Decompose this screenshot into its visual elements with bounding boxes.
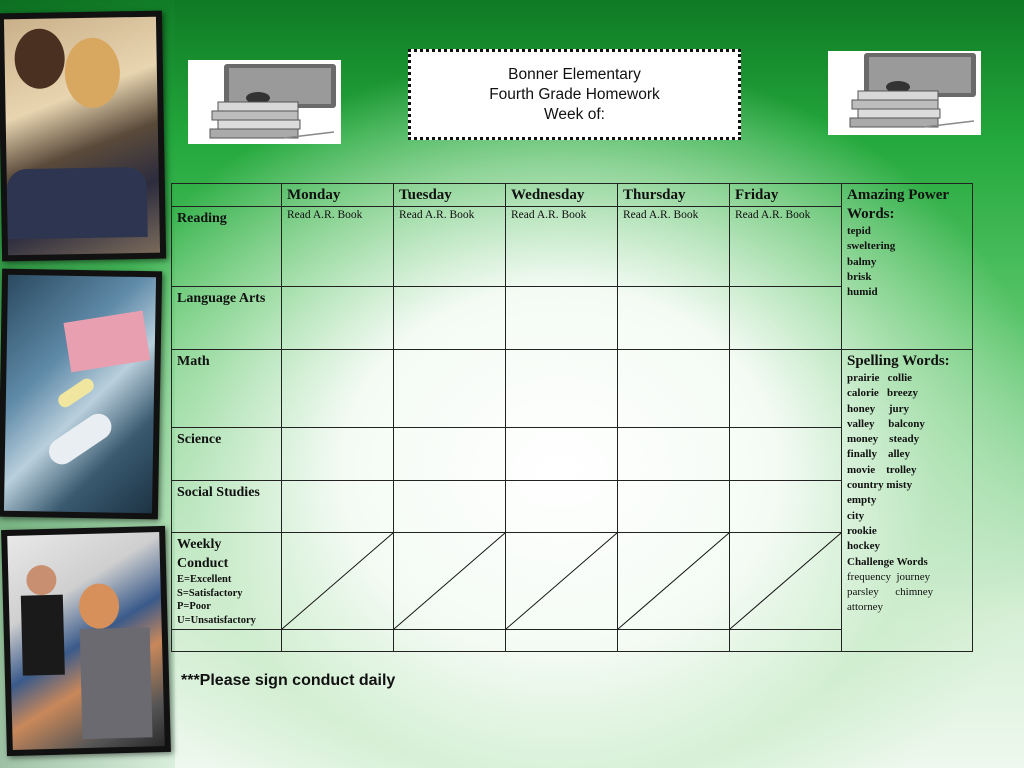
language-arts-cell bbox=[282, 287, 394, 350]
conduct-cell bbox=[506, 533, 618, 630]
science-cell bbox=[618, 428, 730, 481]
spelling-title: Spelling Words: bbox=[847, 353, 950, 369]
math-cell bbox=[618, 350, 730, 428]
row-label-science: Science bbox=[172, 428, 282, 481]
page-title: Fourth Grade Homework bbox=[489, 85, 660, 103]
social-studies-cell bbox=[730, 481, 842, 533]
power-words-title: Amazing Power Words: bbox=[847, 187, 949, 222]
day-header-friday: Friday bbox=[730, 184, 842, 207]
science-cell bbox=[394, 428, 506, 481]
spelling-word-pair: honey jury bbox=[847, 402, 910, 415]
conduct-cell bbox=[618, 533, 730, 630]
conduct-legend-item: P=Poor bbox=[177, 601, 211, 612]
power-word: humid bbox=[847, 286, 878, 299]
reading-cell: Read A.R. Book bbox=[394, 207, 506, 287]
row-label-reading: Reading bbox=[172, 207, 282, 287]
conduct-cell bbox=[282, 533, 394, 630]
language-arts-cell bbox=[618, 287, 730, 350]
row-label-math: Math bbox=[172, 350, 282, 428]
students-reading-photo bbox=[0, 11, 166, 262]
homework-table bbox=[171, 183, 973, 652]
spelling-word: city bbox=[847, 509, 865, 522]
challenge-word: parsley chimney bbox=[847, 586, 934, 599]
classroom-photo bbox=[1, 526, 171, 756]
spelling-word-pair: prairie collie bbox=[847, 372, 913, 384]
challenge-word: attorney bbox=[847, 601, 884, 614]
corner-cell bbox=[172, 184, 282, 207]
spelling-word: hockey bbox=[847, 540, 880, 553]
math-cell bbox=[506, 350, 618, 428]
reading-cell: Read A.R. Book bbox=[730, 207, 842, 287]
challenge-word: frequency journey bbox=[847, 570, 931, 583]
chalk-photo bbox=[0, 269, 162, 520]
conduct-cell bbox=[730, 533, 842, 630]
spelling-word: empty bbox=[847, 494, 877, 507]
power-words-cell bbox=[842, 184, 973, 350]
social-studies-cell bbox=[282, 481, 394, 533]
books-computer-clipart-right bbox=[828, 51, 981, 135]
power-word: tepid bbox=[847, 225, 871, 237]
challenge-title: Challenge Words bbox=[847, 555, 928, 568]
header-box bbox=[408, 49, 741, 140]
signature-cell bbox=[172, 630, 282, 652]
signature-cell bbox=[282, 630, 394, 652]
spelling-word-pair: money steady bbox=[847, 433, 920, 446]
conduct-legend-item: E=Excellent bbox=[177, 574, 232, 585]
spelling-words-cell bbox=[842, 350, 973, 652]
spelling-word-pair: country misty bbox=[847, 479, 913, 492]
math-cell bbox=[730, 350, 842, 428]
conduct-cell bbox=[394, 533, 506, 630]
science-cell bbox=[730, 428, 842, 481]
conduct-legend-item: U=Unsatisfactory bbox=[177, 614, 256, 626]
books-computer-clipart-left bbox=[188, 60, 341, 144]
signature-cell bbox=[730, 630, 842, 652]
school-name: Bonner Elementary bbox=[508, 65, 641, 83]
power-word: balmy bbox=[847, 255, 877, 268]
day-header-wednesday: Wednesday bbox=[506, 184, 618, 207]
social-studies-cell bbox=[394, 481, 506, 533]
spelling-word-pair: calorie breezy bbox=[847, 387, 918, 400]
language-arts-cell bbox=[730, 287, 842, 350]
signature-cell bbox=[506, 630, 618, 652]
science-cell bbox=[282, 428, 394, 481]
conduct-label-cell bbox=[172, 533, 282, 630]
day-header-monday: Monday bbox=[282, 184, 394, 207]
row-label-conduct: Weekly Conduct bbox=[177, 537, 229, 571]
row-label-language-arts: Language Arts bbox=[172, 287, 282, 350]
reading-cell: Read A.R. Book bbox=[618, 207, 730, 287]
spelling-word-pair: valley balcony bbox=[847, 417, 925, 430]
spelling-word-pair: movie trolley bbox=[847, 463, 917, 476]
power-word: sweltering bbox=[847, 240, 896, 253]
signature-cell bbox=[394, 630, 506, 652]
week-of: Week of: bbox=[544, 105, 605, 123]
math-cell bbox=[282, 350, 394, 428]
day-header-tuesday: Tuesday bbox=[394, 184, 506, 207]
math-cell bbox=[394, 350, 506, 428]
language-arts-cell bbox=[506, 287, 618, 350]
language-arts-cell bbox=[394, 287, 506, 350]
reading-cell: Read A.R. Book bbox=[506, 207, 618, 287]
sign-conduct-note: ***Please sign conduct daily bbox=[181, 672, 396, 689]
spelling-word-pair: finally alley bbox=[847, 448, 910, 461]
spelling-word: rookie bbox=[847, 524, 877, 537]
signature-cell bbox=[618, 630, 730, 652]
power-word: brisk bbox=[847, 270, 872, 283]
day-header-thursday: Thursday bbox=[618, 184, 730, 207]
row-label-social-studies: Social Studies bbox=[172, 481, 282, 533]
social-studies-cell bbox=[618, 481, 730, 533]
science-cell bbox=[506, 428, 618, 481]
reading-cell: Read A.R. Book bbox=[282, 207, 394, 287]
conduct-legend-item: S=Satisfactory bbox=[177, 587, 243, 599]
social-studies-cell bbox=[506, 481, 618, 533]
